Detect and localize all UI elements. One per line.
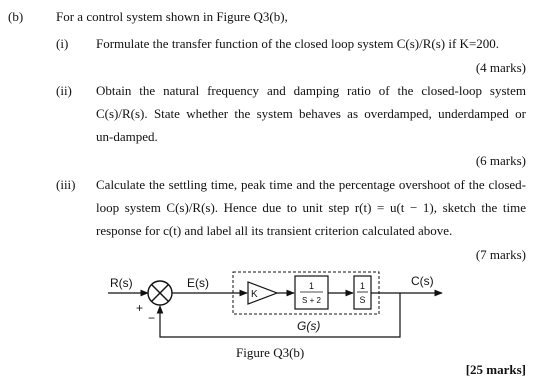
part-ii-line-3: un-damped.	[96, 129, 158, 144]
part-ii-line-1: Obtain the natural frequency and damping ratio of the closed-loop system	[96, 83, 526, 98]
summing-junction	[148, 281, 172, 305]
part-iii-marks: (7 marks)	[475, 247, 526, 262]
question-label: (b)	[8, 9, 24, 24]
integrator-numerator: 1	[359, 281, 366, 291]
minus-sign: −	[148, 311, 156, 325]
part-i-marks: (4 marks)	[475, 60, 526, 75]
total-marks: [25 marks]	[465, 362, 526, 377]
part-iii-label: (iii)	[56, 177, 76, 192]
output-label: C(s)	[411, 274, 434, 288]
part-i-line-1: Formulate the transfer function of the closed loop system C(s)/R(s) if K=200.	[96, 36, 500, 51]
plant-numerator: 1	[308, 281, 315, 291]
error-label: E(s)	[187, 276, 209, 290]
input-label: R(s)	[110, 276, 133, 290]
part-i-label: (i)	[56, 36, 69, 51]
part-iii-line-3: response for c(t) and label all its transient criterion calculated above.	[96, 223, 453, 238]
group-label: G(s)	[297, 319, 321, 333]
part-iii-line-2: loop system C(s)/R(s). Hence due to unit step r(t) = u(t − 1), sketch the time	[96, 200, 526, 215]
part-ii-line-2: C(s)/R(s). State whether the system behaves as overdamped, underdamped or	[96, 106, 526, 121]
part-iii-line-1: Calculate the settling time, peak time and the percentage overshoot of the closed-	[96, 177, 526, 192]
part-ii-marks: (6 marks)	[475, 153, 526, 168]
integrator-denominator: S	[359, 295, 366, 305]
plant-denominator: S + 2	[302, 296, 321, 305]
gain-label: K	[251, 289, 258, 300]
plus-sign: +	[136, 301, 144, 315]
part-ii-label: (ii)	[56, 83, 72, 98]
figure-caption: Figure Q3(b)	[236, 345, 305, 360]
question-intro: For a control system shown in Figure Q3(b),	[56, 9, 288, 24]
